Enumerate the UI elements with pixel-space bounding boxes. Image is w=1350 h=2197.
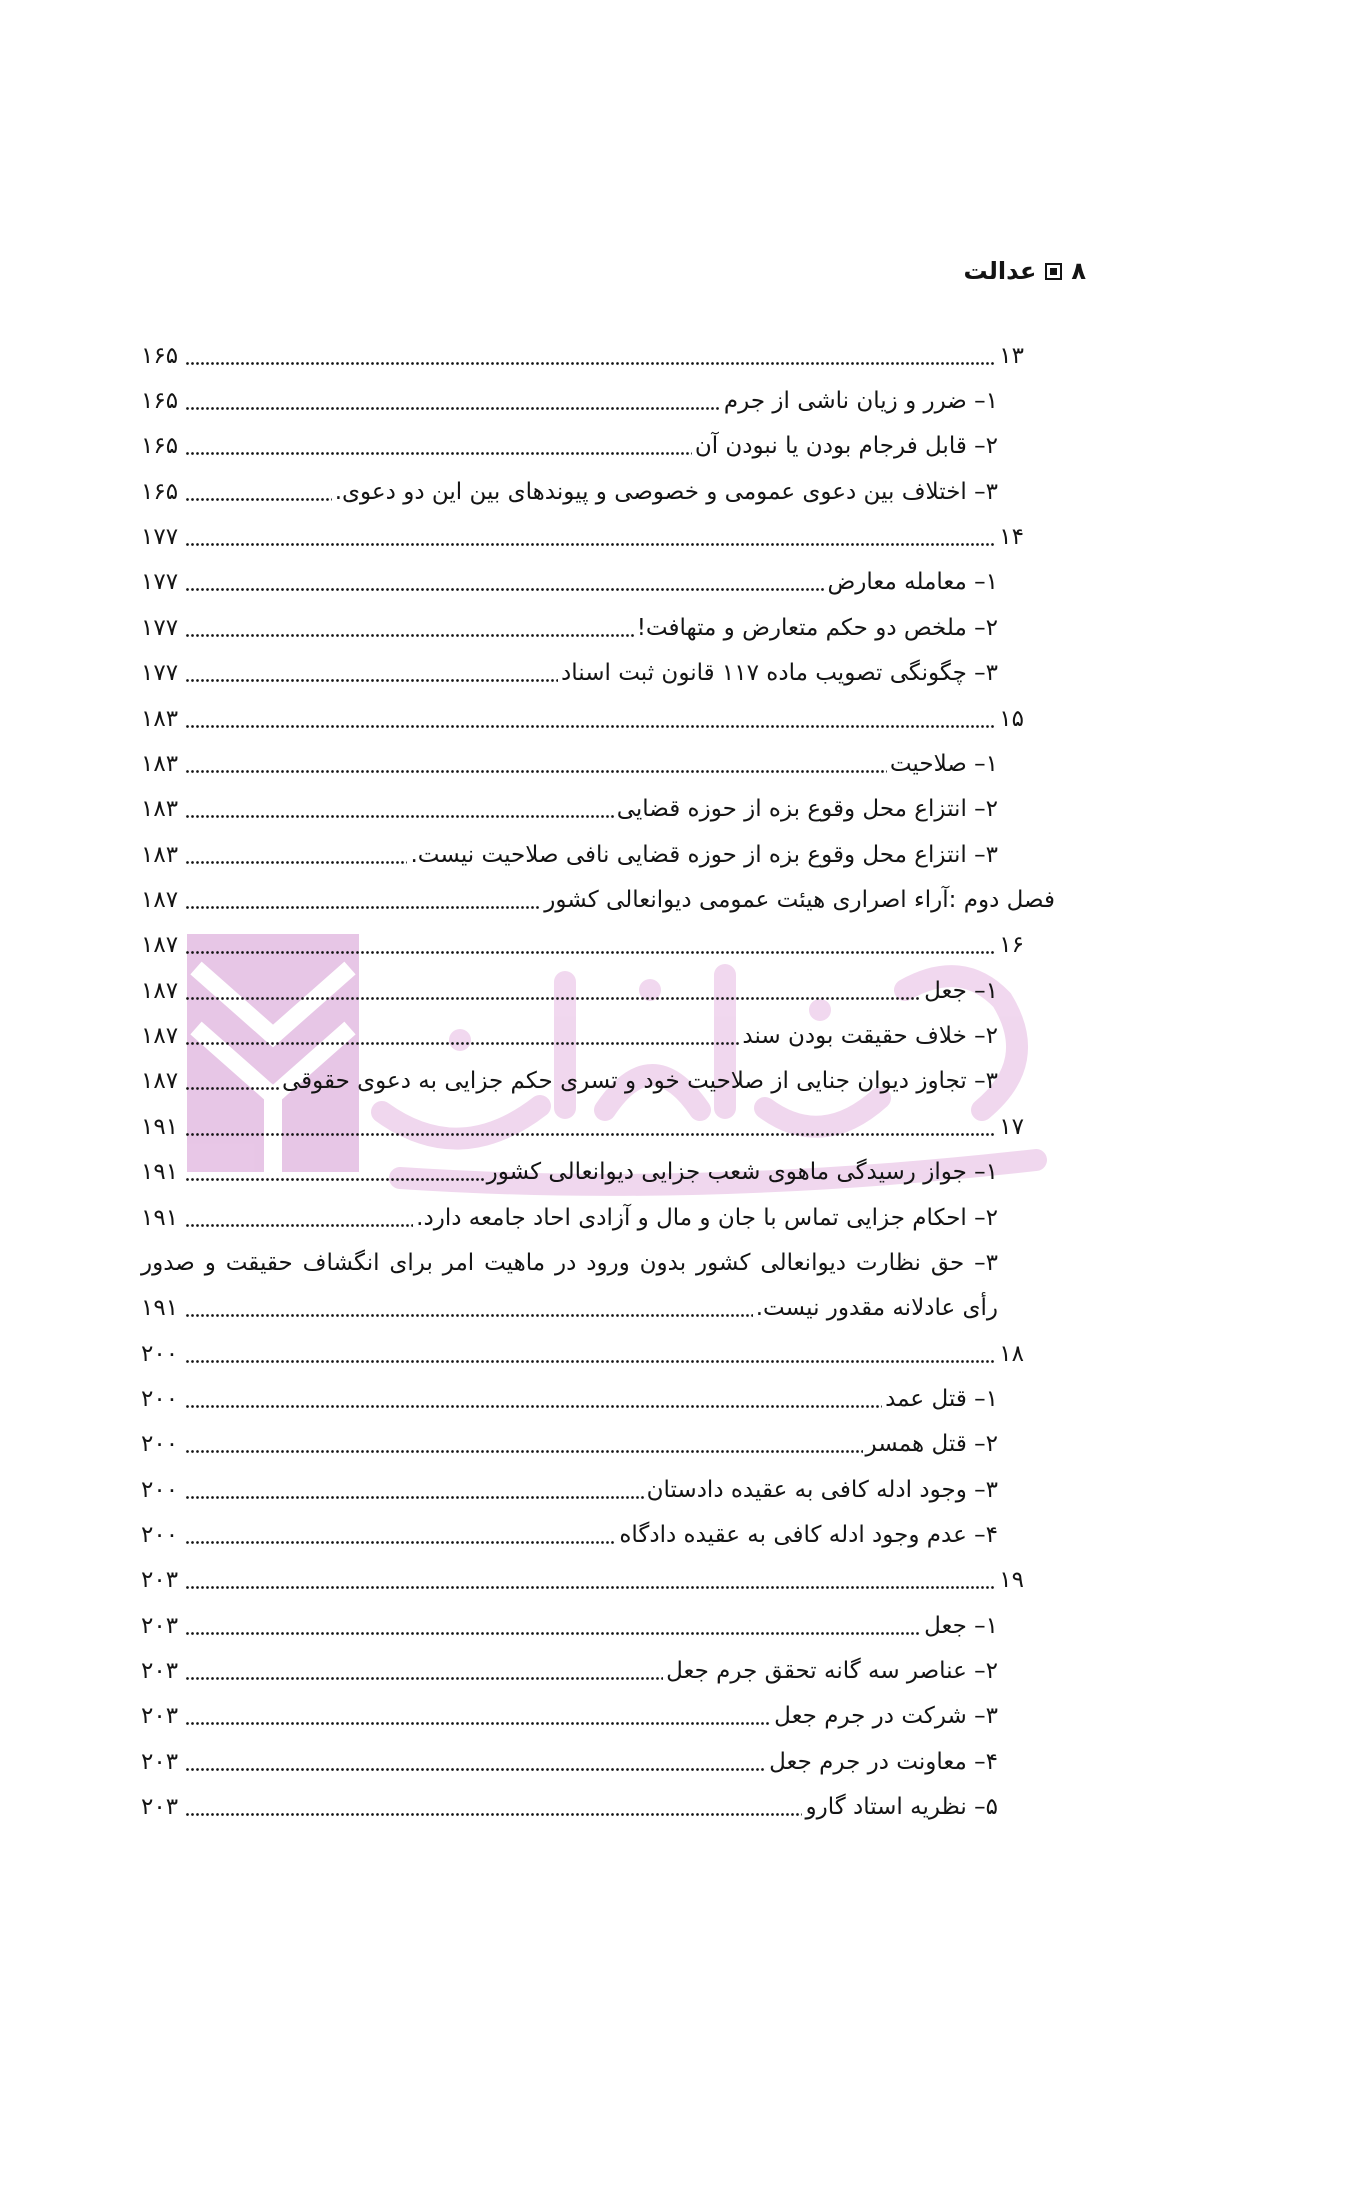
dot-leader [185, 1512, 616, 1557]
dot-leader [185, 1104, 996, 1149]
toc-section-row [141, 1558, 1055, 1603]
entry-title: ۴– معاونت در جرم جعل [769, 1748, 998, 1775]
entry-title: ۱– معامله معارض [827, 569, 998, 596]
dot-leader [185, 1694, 771, 1739]
entry-title: ۱– قتل عمد [885, 1385, 998, 1412]
entry-title: ۱– ضرر و زیان ناشی از جرم [723, 388, 998, 415]
page-number: ۲۰۳ [141, 1748, 179, 1775]
toc-section-row [141, 1331, 1055, 1376]
entry-title: ۳– اختلاف بین دعوی عمومی و خصوصی و پیوندهای بین این دو دعوی. [334, 478, 998, 505]
toc-chapter-row [141, 877, 1055, 922]
toc-item-continuation-row [141, 1286, 1055, 1331]
section-number: ۱۹ [999, 1567, 1024, 1594]
entry-title: ۱– جعل [924, 977, 998, 1004]
section-number: ۱۴ [999, 524, 1024, 551]
toc-item-row [141, 1603, 1055, 1648]
toc-item-row-wrapped [141, 1240, 1055, 1285]
dot-leader [185, 1558, 996, 1603]
toc-section-row [141, 333, 1055, 378]
toc-item-row [141, 605, 1055, 650]
entry-title: ۲– عناصر سه گانه تحقق جرم جعل [666, 1658, 998, 1685]
dot-leader [185, 877, 541, 922]
page-number: ۱۶۵ [141, 478, 179, 505]
page-number: ۲۰۰ [141, 1431, 179, 1458]
toc-item-row [141, 1739, 1055, 1784]
toc-item-row [141, 1785, 1055, 1830]
page-number: ۱۷۷ [141, 569, 179, 596]
dot-leader [185, 1648, 663, 1693]
entry-title: ۳– تجاوز دیوان جنایی از صلاحیت خود و تسری حکم جزایی به دعوی حقوقی [281, 1068, 998, 1095]
dot-leader [185, 605, 634, 650]
page-number: ۱۶۵ [141, 433, 179, 460]
entry-title: ۳– شرکت در جرم جعل [774, 1703, 998, 1730]
toc-item-row [141, 1376, 1055, 1421]
section-number: ۱۳ [999, 342, 1024, 369]
entry-title: ۱– جعل [924, 1612, 998, 1639]
dot-leader [185, 424, 692, 469]
page-number: ۱۸۳ [141, 841, 179, 868]
page-number: ۱۸۷ [141, 1023, 179, 1050]
toc-item-row [141, 1512, 1055, 1557]
page-number: ۱۸۳ [141, 705, 179, 732]
entry-title: ۲– ملخص دو حکم متعارض و متهافت! [636, 614, 998, 641]
section-number: ۱۵ [999, 705, 1024, 732]
header-title: عدالت [963, 257, 1037, 285]
page-number: ۱۸۷ [141, 1068, 179, 1095]
page-number: ۱۹۱ [141, 1159, 179, 1186]
entry-title: ۳– انتزاع محل وقوع بزه از حوزه قضایی نافی صلاحیت نیست. [410, 841, 998, 868]
dot-leader [185, 1013, 739, 1058]
dot-leader [185, 469, 332, 514]
dot-leader [185, 1376, 882, 1421]
dot-leader [185, 1286, 753, 1331]
toc-item-row [141, 1467, 1055, 1512]
toc-item-row [141, 832, 1055, 877]
page-number: ۱۸۷ [141, 977, 179, 1004]
dot-leader [185, 832, 407, 877]
dot-leader [185, 651, 558, 696]
dot-leader [185, 787, 614, 832]
dot-leader [185, 1422, 862, 1467]
toc-item-row [141, 1195, 1055, 1240]
toc-section-row [141, 923, 1055, 968]
entry-title: ۲– قتل همسر [865, 1431, 998, 1458]
toc-item-row [141, 1648, 1055, 1693]
page-number: ۱۸۷ [141, 932, 179, 959]
header-page-number: ۸ [1071, 257, 1086, 285]
entry-title-continuation: رأی عادلانه مقدور نیست. [755, 1295, 998, 1322]
entry-title: ۲– قابل فرجام بودن یا نبودن آن [694, 433, 998, 460]
entry-title: ۳– وجود ادله کافی به عقیده دادستان [646, 1476, 998, 1503]
toc-item-row [141, 1013, 1055, 1058]
table-of-contents [141, 333, 1055, 1830]
entry-title: ۱– صلاحیت [889, 750, 998, 777]
page-number: ۲۰۰ [141, 1522, 179, 1549]
page-number: ۱۷۷ [141, 524, 179, 551]
section-number: ۱۸ [999, 1340, 1024, 1367]
section-number: ۱۶ [999, 932, 1024, 959]
entry-title: ۳– چگونگی تصویب ماده ۱۱۷ قانون ثبت اسناد [561, 660, 998, 687]
dot-leader [185, 560, 824, 605]
toc-section-row [141, 514, 1055, 559]
page-number: ۲۰۰ [141, 1340, 179, 1367]
toc-item-row [141, 424, 1055, 469]
dot-leader [185, 1331, 996, 1376]
dot-leader [185, 1059, 279, 1104]
toc-item-row [141, 378, 1055, 423]
dot-leader [185, 1195, 413, 1240]
dot-leader [185, 1785, 802, 1830]
page-number: ۲۰۳ [141, 1703, 179, 1730]
dot-leader [185, 968, 921, 1013]
toc-item-row [141, 469, 1055, 514]
dot-leader [185, 696, 996, 741]
square-ornament-icon [1045, 263, 1062, 280]
page-number: ۱۶۵ [141, 388, 179, 415]
page-number: ۱۷۷ [141, 660, 179, 687]
toc-item-row [141, 1149, 1055, 1194]
toc-item-row [141, 968, 1055, 1013]
page-number: ۱۶۵ [141, 342, 179, 369]
dot-leader [185, 514, 996, 559]
entry-title: ۳– حق نظارت دیوانعالی کشور بدون ورود در ماهیت امر برای انگشاف حقیقت و صدور [141, 1249, 998, 1276]
dot-leader [185, 378, 721, 423]
chapter-title: فصل دوم :آراء اصراری هیئت عمومی دیوانعالی کشور [544, 886, 1055, 913]
page-number: ۱۹۱ [141, 1204, 179, 1231]
entry-title: ۲– انتزاع محل وقوع بزه از حوزه قضایی [616, 796, 998, 823]
dot-leader [185, 1467, 644, 1512]
page-number: ۲۰۳ [141, 1658, 179, 1685]
dot-leader [185, 1149, 484, 1194]
entry-title: ۴– عدم وجود ادله کافی به عقیده دادگاه [619, 1522, 998, 1549]
toc-section-row [141, 696, 1055, 741]
entry-title: ۱– جواز رسیدگی ماهوی شعب جزایی دیوانعالی کشور [486, 1159, 998, 1186]
page-number: ۱۷۷ [141, 614, 179, 641]
entry-title: ۵– نظریه استاد گارو [805, 1794, 998, 1821]
dot-leader [185, 741, 887, 786]
page-number: ۲۰۳ [141, 1612, 179, 1639]
page-number: ۱۸۳ [141, 796, 179, 823]
dot-leader [185, 1739, 766, 1784]
page-number: ۱۸۷ [141, 886, 179, 913]
page-number: ۲۰۰ [141, 1385, 179, 1412]
entry-title: ۲– احکام جزایی تماس با جان و مال و آزادی احاد جامعه دارد. [416, 1204, 998, 1231]
dot-leader [185, 333, 996, 378]
toc-item-row [141, 1059, 1055, 1104]
entry-title: ۲– خلاف حقیقت بودن سند [742, 1023, 998, 1050]
page-number: ۱۸۳ [141, 750, 179, 777]
toc-item-row [141, 741, 1055, 786]
toc-section-row [141, 1104, 1055, 1149]
page-number: ۲۰۳ [141, 1794, 179, 1821]
page-number: ۲۰۰ [141, 1476, 179, 1503]
section-number: ۱۷ [999, 1113, 1024, 1140]
page-number: ۲۰۳ [141, 1567, 179, 1594]
toc-item-row [141, 1694, 1055, 1739]
dot-leader [185, 923, 996, 968]
toc-item-row [141, 787, 1055, 832]
dot-leader [185, 1603, 921, 1648]
toc-item-row [141, 560, 1055, 605]
toc-item-row [141, 1422, 1055, 1467]
page-number: ۱۹۱ [141, 1295, 179, 1322]
page-header [963, 253, 1086, 289]
page-number: ۱۹۱ [141, 1113, 179, 1140]
toc-item-row [141, 651, 1055, 696]
